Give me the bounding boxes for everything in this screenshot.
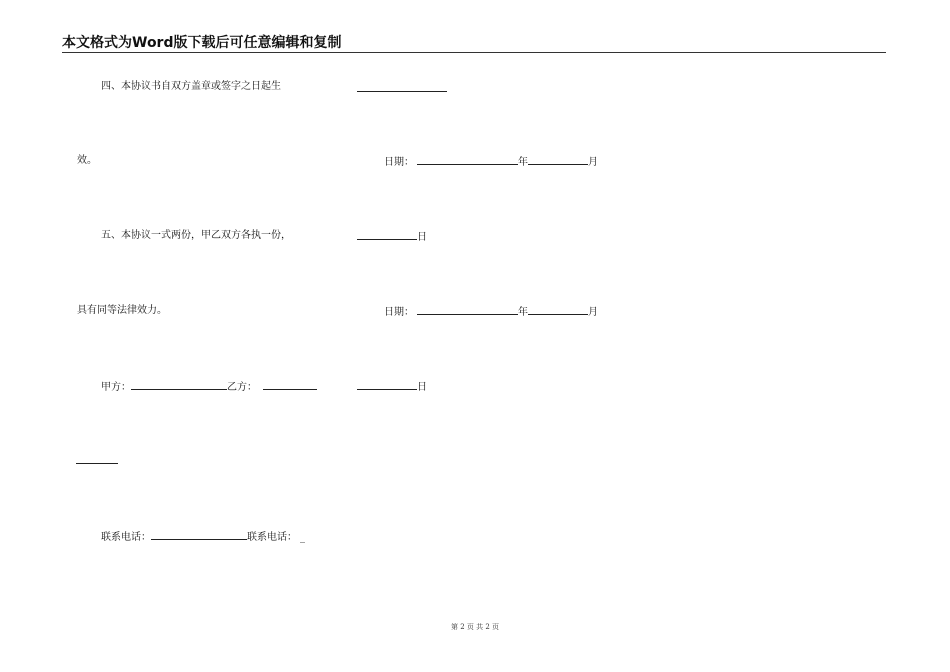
day-line-1 (357, 229, 427, 245)
clause-4-line-2: 效。 (77, 155, 97, 166)
phone-a-blank[interactable] (151, 529, 247, 540)
clause-5-line-1: 五、本协议一式两份，甲乙双方各执一份， (101, 230, 291, 241)
page-footer: 第 2 页 共 2 页 (450, 623, 500, 631)
signature-blank-1[interactable] (357, 91, 447, 92)
phone-label-a: 联系电话： (101, 532, 151, 543)
month-label-1: 月 (588, 157, 598, 168)
phone-b-trailing: _ (300, 532, 305, 543)
date-label-2: 日期： (384, 307, 414, 318)
day-label-2: 日 (417, 382, 427, 393)
month-blank-1[interactable] (528, 154, 588, 165)
year-label-2: 年 (518, 307, 528, 318)
date-label-1: 日期： (384, 157, 414, 168)
year-blank-2[interactable] (417, 304, 518, 315)
party-b-label: 乙方： (227, 382, 257, 393)
page-header (62, 34, 886, 53)
phone-line (101, 529, 305, 545)
year-blank-1[interactable] (417, 154, 518, 165)
day-blank-1[interactable] (357, 229, 417, 240)
header-title: 本文格式为Word版下载后可任意编辑和复制 (62, 35, 342, 51)
month-label-2: 月 (588, 307, 598, 318)
clause-5-line-2: 具有同等法律效力。 (77, 305, 167, 316)
party-b-blank-continuation[interactable] (76, 463, 118, 464)
day-label-1: 日 (417, 232, 427, 243)
clause-4-line-1: 四、本协议书自双方盖章或签字之日起生 (101, 81, 281, 92)
party-signature-line (101, 379, 317, 395)
year-label-1: 年 (518, 157, 528, 168)
phone-label-b: 联系电话： (247, 532, 297, 543)
day-blank-2[interactable] (357, 379, 417, 390)
month-blank-2[interactable] (528, 304, 588, 315)
date-line-1 (384, 154, 598, 170)
party-b-blank[interactable] (263, 379, 317, 390)
party-a-blank[interactable] (131, 379, 227, 390)
date-line-2 (384, 304, 598, 320)
party-a-label: 甲方： (101, 382, 131, 393)
day-line-2 (357, 379, 427, 395)
